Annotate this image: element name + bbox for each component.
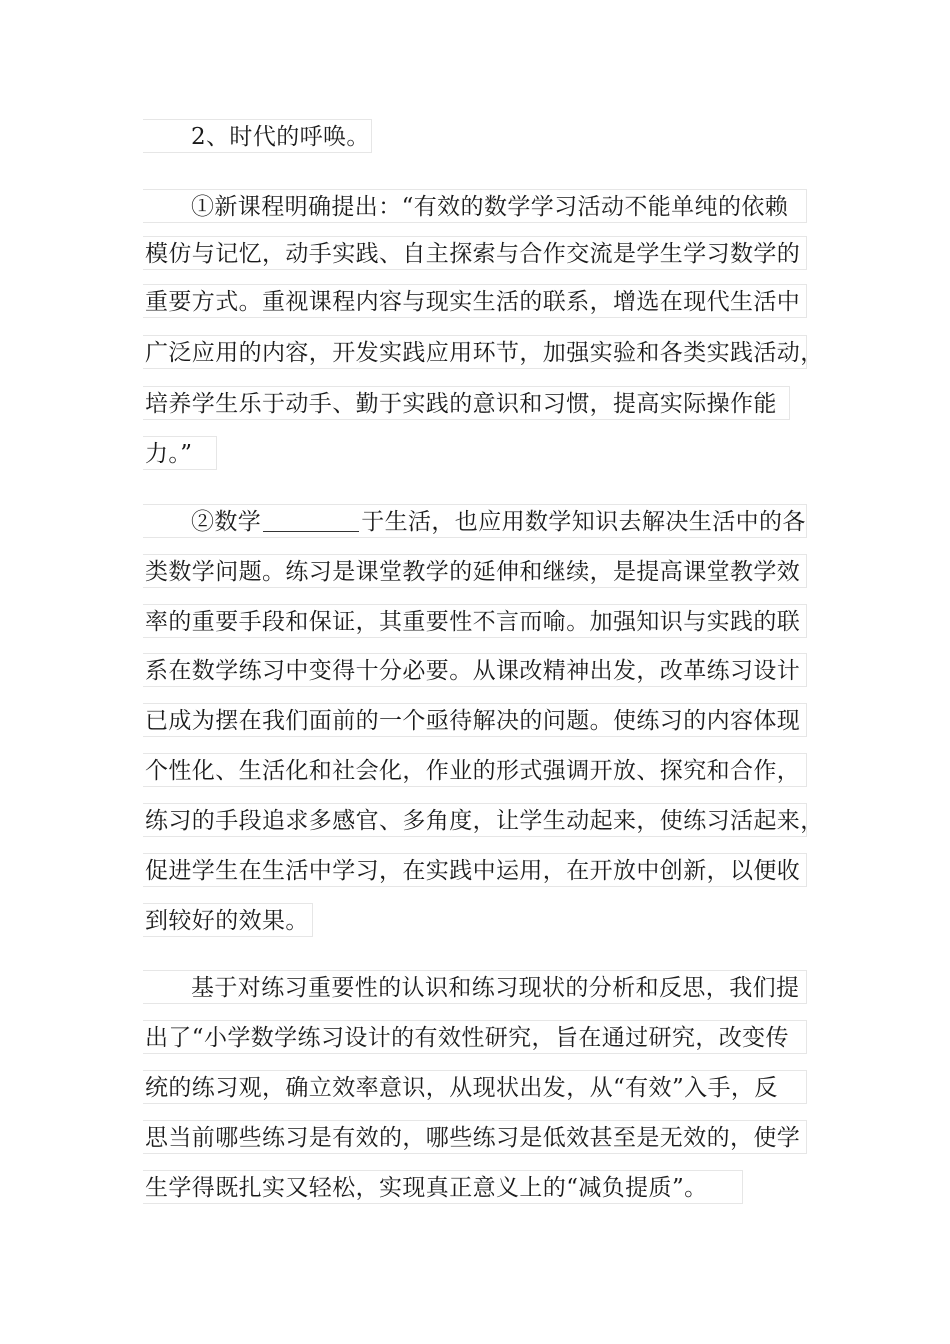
paragraph-2-line-1-suffix: 于生活，也应用数学知识去解决生活中的各: [361, 509, 806, 535]
paragraph-2-line-1: [143, 504, 807, 538]
paragraph-3-line-5: 生学得既扎实又轻松，实现真正意义上的“减负提质”。: [143, 1170, 743, 1204]
paragraph-3-line-1: 基于对练习重要性的认识和练习现状的分析和反思，我们提: [143, 970, 807, 1004]
paragraph-3-line-3: 统的练习观，确立效率意识，从现状出发，从“有效”入手，反: [143, 1070, 807, 1104]
paragraph-3-line-4: 思当前哪些练习是有效的，哪些练习是低效甚至是无效的，使学: [143, 1120, 807, 1154]
paragraph-1-line-4: 广泛应用的内容，开发实践应用环节，加强实验和各类实践活动，: [143, 335, 807, 369]
paragraph-2-line-6: 个性化、生活化和社会化，作业的形式强调开放、探究和合作，: [143, 753, 807, 787]
paragraph-2-line-3: 率的重要手段和保证，其重要性不言而喻。加强知识与实践的联: [143, 604, 807, 638]
paragraph-3-line-2: 出了“小学数学练习设计的有效性研究，旨在通过研究，改变传: [143, 1020, 807, 1054]
paragraph-2-line-1-prefix: ②数学: [191, 509, 262, 535]
paragraph-2-line-7: 练习的手段追求多感官、多角度，让学生动起来，使练习活起来，: [143, 803, 807, 837]
paragraph-2-line-5: 已成为摆在我们面前的一个亟待解决的问题。使练习的内容体现: [143, 703, 807, 737]
paragraph-1-line-6: 力。”: [143, 436, 217, 470]
fill-in-blank: [263, 509, 359, 532]
paragraph-2-line-2: 类数学问题。练习是课堂教学的延伸和继续，是提高课堂教学效: [143, 554, 807, 588]
paragraph-1-line-3: 重要方式。重视课程内容与现实生活的联系，增选在现代生活中: [143, 284, 807, 318]
paragraph-2-line-4: 系在数学练习中变得十分必要。从课改精神出发，改革练习设计: [143, 653, 807, 687]
paragraph-1-line-1: ①新课程明确提出：“有效的数学学习活动不能单纯的依赖: [143, 189, 807, 223]
paragraph-2-line-9: 到较好的效果。: [143, 903, 313, 937]
section-heading: 2、时代的呼唤。: [143, 119, 372, 153]
paragraph-2-line-8: 促进学生在生活中学习，在实践中运用，在开放中创新，以便收: [143, 853, 807, 887]
paragraph-1-line-2: 模仿与记忆，动手实践、自主探索与合作交流是学生学习数学的: [143, 236, 807, 270]
paragraph-1-line-5: 培养学生乐于动手、勤于实践的意识和习惯，提高实际操作能: [143, 386, 790, 420]
